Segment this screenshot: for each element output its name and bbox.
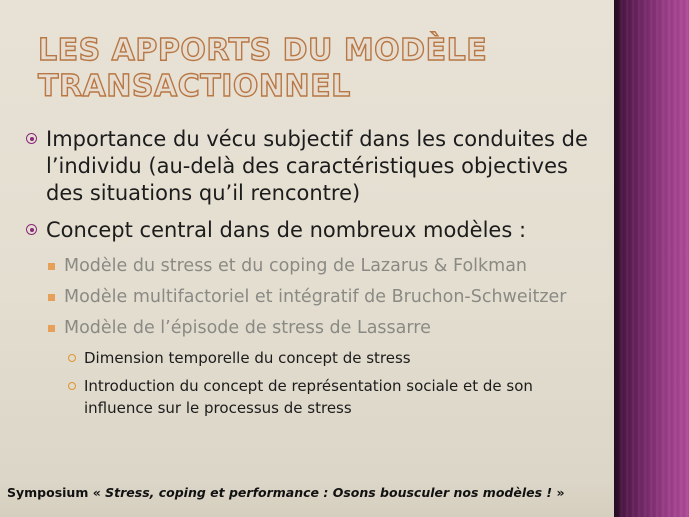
slide-title [38, 33, 598, 105]
square-bullet-icon [48, 325, 55, 332]
footer-prefix: Symposium « [7, 485, 106, 500]
footer-caption [7, 485, 565, 500]
footer-italic-title: Stress, coping et performance : Osons bousculer nos modèles ! [105, 485, 553, 500]
footer-suffix: » [552, 485, 565, 500]
slide-body [26, 126, 606, 425]
sub-sub-bullet-text: Introduction du concept de représentation sociale et de son influence sur le processus de stress [84, 377, 533, 417]
square-bullet-icon [48, 294, 55, 301]
decorative-side-band [614, 0, 689, 517]
sub-sub-bullet-item [26, 347, 606, 369]
sub-bullet-item [26, 285, 606, 310]
sub-bullet-text: Modèle du stress et du coping de Lazarus & Folkman [64, 256, 528, 276]
sub-bullet-item [26, 254, 606, 279]
ring-bullet-icon [68, 382, 76, 390]
sub-bullet-text: Modèle multifactoriel et intégratif de Bruchon-Schweitzer [64, 287, 567, 307]
ring-bullet-icon [68, 354, 76, 362]
bullet-item [26, 217, 606, 244]
sub-sub-bullet-item [26, 375, 606, 419]
sub-sub-bullet-text: Dimension temporelle du concept de stress [84, 349, 411, 367]
sub-bullet-text: Modèle de l’épisode de stress de Lassarre [64, 318, 431, 338]
sub-bullet-item [26, 316, 606, 341]
bullet-text: Importance du vécu subjectif dans les conduites de l’individu (au-delà des caractéristiques objectives des situations qu’il rencontre) [46, 127, 588, 205]
bullet-text: Concept central dans de nombreux modèles : [46, 218, 527, 242]
title-line-1: LES APPORTS DU MODÈLE [38, 33, 488, 68]
square-bullet-icon [48, 263, 55, 270]
circle-dot-icon [26, 224, 38, 236]
bullet-item [26, 126, 606, 207]
title-line-2: TRANSACTIONNEL [38, 69, 351, 104]
circle-dot-icon [26, 133, 38, 145]
